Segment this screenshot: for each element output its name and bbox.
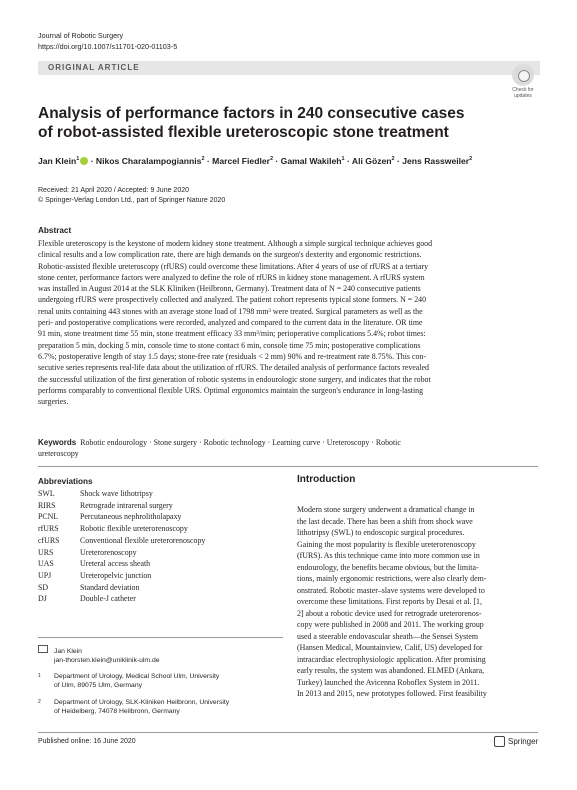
title-line-1: Analysis of performance factors in 240 consecutive cases <box>38 105 465 122</box>
journal-name: Journal of Robotic Surgery <box>38 31 124 40</box>
contact-name: Jan Klein <box>54 648 82 655</box>
received-accepted: Received: 21 April 2020 / Accepted: 9 June 2020 <box>38 187 189 194</box>
abbreviation-row: cfURS Conventional flexible ureterorenoscopy <box>38 535 206 545</box>
abbreviation-row: SWL Shock wave lithotripsy <box>38 489 153 498</box>
author[interactable]: Nikos Charalampogiannis$^2$ <box>95 156 205 166</box>
abbreviation-row: UAS Ureteral access sheath <box>38 559 151 569</box>
abbreviation-row: RIRS Retrograde intrarenal surgery <box>38 500 173 510</box>
article-type-banner <box>38 61 540 75</box>
footer-divider <box>38 732 538 733</box>
corresponding-author <box>38 645 283 665</box>
author[interactable]: Jan Klein$^1$ <box>38 156 80 166</box>
abbreviation-row: UPJ Ureteropelvic junction <box>38 570 152 580</box>
keywords-list: Robotic endourology · Stone surgery · Robotic technology · Learning curve · Ureteroscopy · Robotic <box>80 438 401 447</box>
author[interactable]: Ali Gözen$^2$ <box>351 156 395 166</box>
envelope-icon <box>38 645 48 653</box>
footnote-divider <box>38 637 283 638</box>
affiliation: 2 Department of Urology, SLK-Kliniken Heilbronn, University of Heidelberg, 74078 Heilbronn, Germany <box>38 699 230 715</box>
published-date: Published online: 16 June 2020 <box>38 738 136 745</box>
publisher-name: Springer <box>508 737 539 746</box>
abbreviation-row: URS Ureterorenoscopy <box>38 547 137 557</box>
publisher-logo <box>494 736 538 747</box>
orcid-icon[interactable] <box>80 157 88 165</box>
author[interactable]: Jens Rassweiler$^2$ <box>402 156 473 166</box>
doi-link[interactable]: https://doi.org/10.1007/s11701-020-01103-5 <box>38 41 178 51</box>
abstract-body: Flexible ureteroscopy is the keystone of modern kidney stone treatment. Although a simple surgical technique achieves good clinical results and a low complication rate, there are high demands on the surgeon's dexterity and ergonomic restrictions. Robotic-assisted flexible ureteroscopy (rfURS) could overcome these limitations. After 4 years of use of rfURS at a tertiary stone center, performance factors were analyzed to define the role of rfURS in kidney stone management. A rfURS system was installed in August 2014 at the SLK Kliniken (Heilbronn, Germany). Treatment data of N = 240 consecutive patients undergoing rfURS were prospectively collected and analyzed. The patient cohort represents typical stone formers. N = 240 renal units containing 443 stones with an average stone load of 1798 mm³ were treated. Surgical parameters as well as the peri- and postoperative complications were recorded, analyzed and compared to the current data in the literature. OR time 91 min, stone treatment time 55 min, stone treatment efficacy 33 mm³/min; perioperative complications 5.4%; robot times: preparation 5 min, docking 5 min, console time to stone contact 6 min, console time 75 min; postoperative complications 6.7%; postoperative length of stay 1.5 days; stone-free rate (residuals < 2 mm) 90% and re-treatment rate 8.75%. This con- secutive series represents real-life data about the utilization of rfURS. The detailed analysis of performance factors revealed the successful utilization of the first generation of robotic systems in endourologic stone surgery, and indicates that the robot performs comparably to conventional flexible URS. Optimal ergonomics maintain the surgeon's endurance in long-lasting surgeries. <box>38 239 433 407</box>
abbreviations-heading: Abbreviations <box>38 477 93 486</box>
abbreviation-row: rfURS Robotic flexible ureterorenoscopy <box>38 524 188 534</box>
check-for-updates-badge[interactable] <box>506 64 540 100</box>
abstract-heading: Abstract <box>38 226 72 235</box>
abbreviation-row: SD Standard deviation <box>38 582 140 592</box>
author[interactable]: Gamal Wakileh$^1$ <box>280 156 345 166</box>
author[interactable]: Marcel Fiedler$^2$ <box>212 156 274 166</box>
abbreviation-row: DJ Double-J catheter <box>38 594 136 604</box>
keywords-label: Keywords <box>38 438 77 447</box>
keywords-list-cont: ureteroscopy <box>38 449 79 459</box>
abbreviation-row: PCNL Percutaneous nephrolitholapaxy <box>38 512 182 522</box>
introduction-body: Modern stone surgery underwent a dramatical change in the last decade. There has been a shift from shock wave lithotripsy (SWL) to endoscopic surgical procedures. Gaining the most popularity is flexible ureterorenoscopy (fURS). As this technique came into more common use in endourology, the benefits became obvious, but the limita- tions, mainly ergonomic restrictions, were also clearly dem- onstrated. Robotic master–slave systems were developed to overcome these limitations. First reports by Desai et al. [1, 2] about a robotic device used for retrograde ureterorenos- copy were published in 2008 and 2011. The working group used a steerable endovascular sheath—the Sensei System (Hansen Medical, Mountainview, Calif, US) developed for intracardiac electrophysiologic application. After promising early results, the system was abandoned. ELMED (Ankara, Turkey) launched the Avicenna Roboflex System in 2011. In 2013 and 2015, new prototypes followed. First feasibility <box>297 505 487 698</box>
divider <box>38 466 538 467</box>
check-updates-icon <box>512 64 534 86</box>
keywords <box>38 437 488 460</box>
article-title <box>38 104 528 142</box>
affiliation: 1 Department of Urology, Medical School Ulm, University of Ulm, 89075 Ulm, Germany <box>38 673 220 689</box>
article-dates <box>38 186 225 206</box>
introduction-heading: Introduction <box>297 474 356 485</box>
abbreviations-list <box>38 488 205 605</box>
contact-email[interactable]: jan-thorsten.klein@uniklinik-ulm.de <box>54 657 160 664</box>
author-list: Jan Klein$^1$ · Nikos Charalampogiannis$^2$ · Marcel Fiedler$^2$ · Gamal Wakileh$^1$ · Ali Gözen$^2$ · Jens Rassweiler$^2$ <box>38 156 473 166</box>
article-type-label: ORIGINAL ARTICLE <box>48 63 140 72</box>
springer-horse-icon <box>494 736 505 747</box>
copyright: © Springer-Verlag London Ltd., part of Springer Nature 2020 <box>38 197 226 204</box>
check-updates-label: Check for updates <box>512 87 534 99</box>
journal-header <box>38 31 177 52</box>
title-line-2: of robot-assisted flexible ureteroscopic stone treatment <box>38 124 449 141</box>
